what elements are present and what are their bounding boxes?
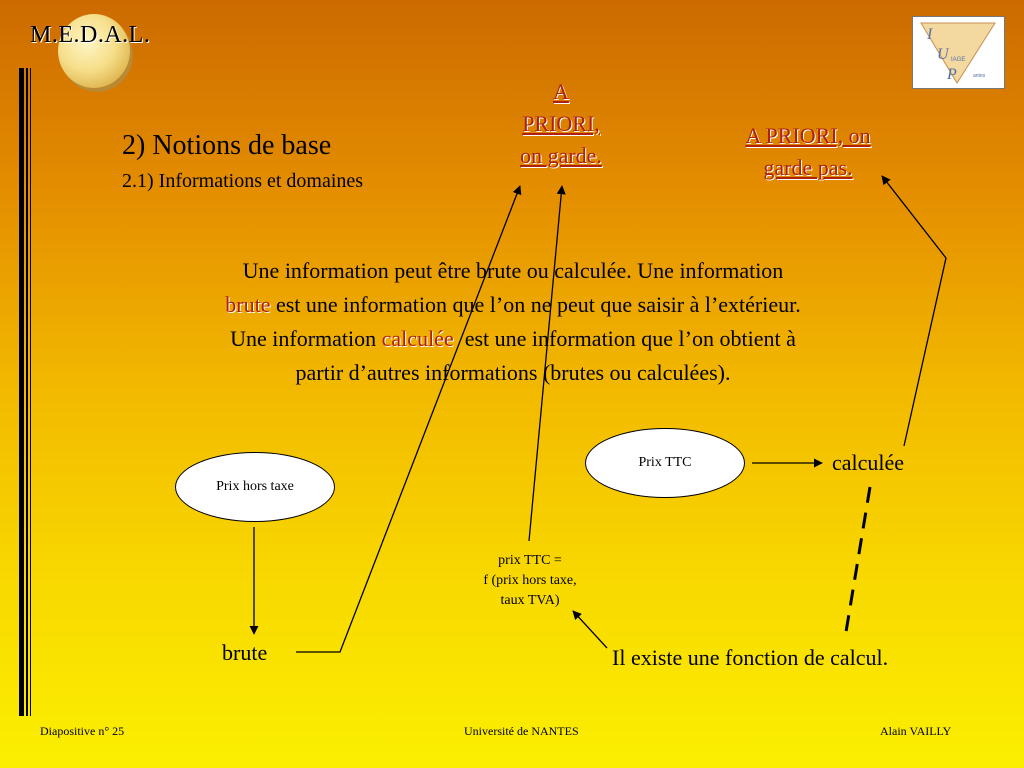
arrow-calculee-to-drop bbox=[882, 176, 946, 446]
svg-text:IAGE: IAGE bbox=[951, 57, 966, 63]
brand-title: M.E.D.A.L. bbox=[30, 22, 151, 48]
ellipse-prix-hors-taxe: Prix hors taxe bbox=[175, 452, 335, 522]
formula-line-2: f (prix hors taxe, bbox=[483, 573, 577, 588]
paragraph-line-2-rest: est une information que l’on ne peut que saisir à l’extérieur. bbox=[270, 292, 801, 317]
paragraph-line-3-start: Une information bbox=[230, 326, 382, 351]
label-calculee: calculée bbox=[832, 450, 905, 475]
keyword-calculee: calculée bbox=[381, 326, 454, 351]
arrow-formula-to-keep bbox=[529, 186, 562, 541]
footer-university: Université de NANTES bbox=[464, 724, 579, 738]
svg-text:U: U bbox=[937, 46, 949, 63]
a-priori-keep-line-2: PRIORI, bbox=[522, 111, 600, 136]
svg-text:I: I bbox=[927, 26, 933, 43]
arrow-fonction-to-formula bbox=[573, 611, 607, 648]
fonction-de-calcul-text: Il existe une fonction de calcul. bbox=[612, 645, 889, 670]
footer-slide-number: Diapositive n° 25 bbox=[40, 724, 125, 738]
slide-title: 2) Notions de base bbox=[122, 130, 332, 161]
dashed-link-calculee-fonction bbox=[846, 487, 870, 632]
keyword-brute: brute bbox=[225, 292, 271, 317]
a-priori-drop-line-1: A PRIORI, on bbox=[745, 123, 871, 148]
ellipse-prix-ttc: Prix TTC bbox=[585, 428, 745, 498]
paragraph-line-3-rest: est une information que l’on obtient à bbox=[453, 326, 796, 351]
formula-line-3: taux TVA) bbox=[500, 593, 560, 608]
formula-text bbox=[466, 551, 594, 611]
formula-line-1: prix TTC = bbox=[498, 553, 562, 568]
a-priori-keep-line-3: on garde. bbox=[520, 143, 602, 168]
footer-author: Alain VAILLY bbox=[880, 724, 952, 738]
paragraph-line-4: partir d’autres informations (brutes ou calculées). bbox=[295, 360, 731, 385]
a-priori-drop-line-2: garde pas. bbox=[763, 155, 853, 180]
svg-text:P: P bbox=[947, 66, 957, 83]
svg-text:antes: antes bbox=[973, 73, 986, 79]
slide-subtitle: 2.1) Informations et domaines bbox=[122, 170, 364, 192]
a-priori-keep-line-1: A bbox=[553, 79, 569, 104]
paragraph-line-1: Une information peut être brute ou calculée. Une information bbox=[242, 258, 784, 283]
label-brute: brute bbox=[222, 640, 268, 665]
